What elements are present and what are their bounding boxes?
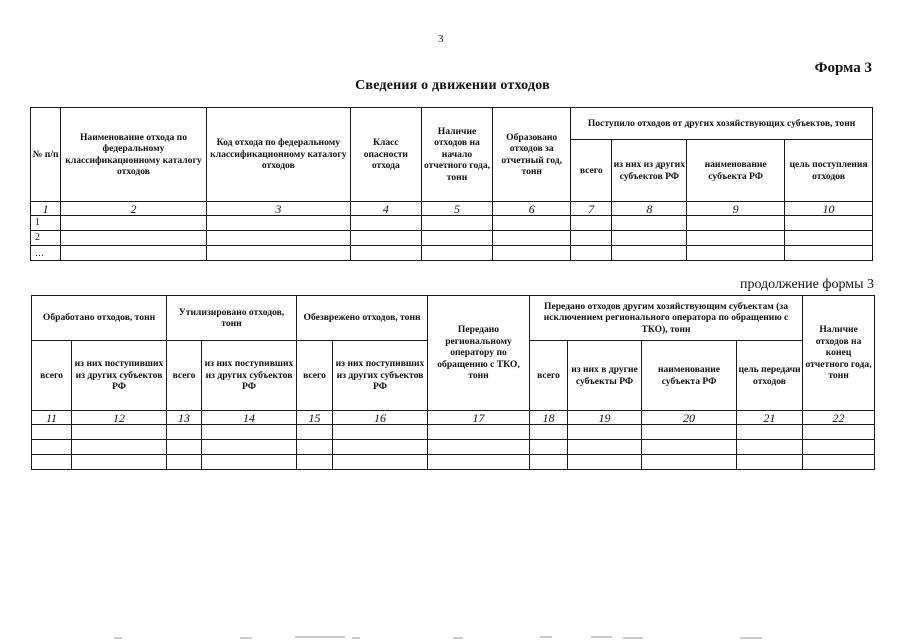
- header-hazard-class: Класс опасности отхода: [351, 108, 422, 202]
- column-number: 12: [72, 411, 167, 425]
- table-cell[interactable]: [737, 440, 803, 455]
- header-received-region-name: наименование субъекта РФ: [687, 140, 785, 202]
- table-cell[interactable]: [785, 216, 873, 231]
- table-row: [32, 440, 875, 455]
- header-utilized: Утилизировано отходов, тонн: [167, 296, 297, 341]
- table-cell[interactable]: [428, 455, 530, 470]
- header-waste-name: Наименование отхода по федеральному классификационному каталогу отходов: [61, 108, 206, 202]
- column-number: 19: [568, 411, 642, 425]
- table-cell[interactable]: [297, 425, 333, 440]
- table-cell[interactable]: [568, 455, 642, 470]
- header-received-from-other-regions: из них из других субъектов РФ: [612, 140, 687, 202]
- table-cell[interactable]: [72, 455, 167, 470]
- table-cell[interactable]: [530, 440, 568, 455]
- table-cell[interactable]: [167, 425, 202, 440]
- row-label: 1: [31, 216, 61, 231]
- header-neutralized-total: всего: [297, 341, 333, 411]
- table-row: [31, 216, 873, 231]
- column-number: 21: [737, 411, 803, 425]
- column-number: 5: [421, 202, 493, 216]
- table-cell[interactable]: [333, 455, 428, 470]
- header-transferred-total: всего: [530, 341, 568, 411]
- column-number: 6: [493, 202, 571, 216]
- table-cell[interactable]: [612, 216, 687, 231]
- header-row-number: № п/п: [31, 108, 61, 202]
- column-number: 8: [612, 202, 687, 216]
- header-received-purpose: цель поступления отходов: [785, 140, 873, 202]
- table-cell[interactable]: [202, 455, 297, 470]
- table-cell[interactable]: [493, 246, 571, 261]
- waste-movement-continuation-table: [31, 295, 875, 470]
- table-row: [32, 425, 875, 440]
- form-label: Форма 3: [814, 60, 872, 76]
- column-number: 7: [571, 202, 612, 216]
- table-cell[interactable]: [351, 231, 422, 246]
- table-cell[interactable]: [333, 425, 428, 440]
- table-cell[interactable]: [530, 425, 568, 440]
- table-cell[interactable]: [202, 440, 297, 455]
- table-cell[interactable]: [351, 216, 422, 231]
- table-cell[interactable]: [612, 246, 687, 261]
- column-number: 20: [642, 411, 737, 425]
- continuation-label: продолжение формы 3: [739, 277, 874, 292]
- table-row: [31, 246, 873, 261]
- table-cell[interactable]: [737, 455, 803, 470]
- column-number: 15: [297, 411, 333, 425]
- table-cell[interactable]: [642, 455, 737, 470]
- table-cell[interactable]: [493, 216, 571, 231]
- header-processed-total: всего: [32, 341, 72, 411]
- table-cell[interactable]: [206, 246, 350, 261]
- table-cell[interactable]: [72, 440, 167, 455]
- table-cell[interactable]: [167, 455, 202, 470]
- table-cell[interactable]: [421, 231, 493, 246]
- scan-artifact-marks: [0, 634, 905, 640]
- column-number: 10: [785, 202, 873, 216]
- table-cell[interactable]: [32, 455, 72, 470]
- header-transferred-purpose: цель передачи отходов: [737, 341, 803, 411]
- table-cell[interactable]: [785, 231, 873, 246]
- table-cell[interactable]: [687, 246, 785, 261]
- table-cell[interactable]: [642, 440, 737, 455]
- table-cell[interactable]: [803, 455, 875, 470]
- table-cell[interactable]: [351, 246, 422, 261]
- document-title: Сведения о движении отходов: [355, 78, 550, 93]
- table-cell[interactable]: [785, 246, 873, 261]
- header-neutralized-other-regions: из них поступивших из других субъектов РФ: [333, 341, 428, 411]
- table-cell[interactable]: [167, 440, 202, 455]
- table-cell[interactable]: [803, 440, 875, 455]
- column-number: 1: [31, 202, 61, 216]
- column-number: 17: [428, 411, 530, 425]
- header-neutralized: Обезврежено отходов, тонн: [297, 296, 428, 341]
- table-cell[interactable]: [61, 246, 206, 261]
- table-cell[interactable]: [333, 440, 428, 455]
- column-number: 3: [206, 202, 350, 216]
- table-cell[interactable]: [32, 440, 72, 455]
- table-cell[interactable]: [687, 231, 785, 246]
- table-cell[interactable]: [206, 216, 350, 231]
- header-start-balance: Наличие отходов на начало отчетного года, тонн: [421, 108, 493, 202]
- table-cell[interactable]: [568, 440, 642, 455]
- table-cell[interactable]: [428, 440, 530, 455]
- table-cell[interactable]: [568, 425, 642, 440]
- table-cell[interactable]: [737, 425, 803, 440]
- column-number: 13: [167, 411, 202, 425]
- column-number: 9: [687, 202, 785, 216]
- table-cell[interactable]: [571, 246, 612, 261]
- page-number: 3: [438, 33, 444, 45]
- header-waste-code: Код отхода по федеральному классификационному каталогу отходов: [206, 108, 350, 202]
- table-cell[interactable]: [206, 231, 350, 246]
- table-cell[interactable]: [61, 216, 206, 231]
- header-transferred-region-name: наименование субъекта РФ: [642, 341, 737, 411]
- table-cell[interactable]: [571, 216, 612, 231]
- column-number: 22: [803, 411, 875, 425]
- header-utilized-other-regions: из них поступивших из других субъектов РФ: [202, 341, 297, 411]
- column-number: 18: [530, 411, 568, 425]
- column-number: 16: [333, 411, 428, 425]
- table-cell[interactable]: [493, 231, 571, 246]
- header-end-balance: Наличие отходов на конец отчетного года, тонн: [803, 296, 875, 411]
- table-cell[interactable]: [61, 231, 206, 246]
- table-cell[interactable]: [687, 216, 785, 231]
- table-cell[interactable]: [612, 231, 687, 246]
- table-row: [31, 231, 873, 246]
- header-processed-other-regions: из них поступивших из других субъектов РФ: [72, 341, 167, 411]
- column-number: 4: [351, 202, 422, 216]
- header-transferred-group: Передано отходов другим хозяйствующим субъектам (за исключением регионального оператора по обращению с ТКО), тонн: [530, 296, 803, 341]
- table-cell[interactable]: [571, 231, 612, 246]
- header-transferred-to-other-regions: из них в другие субъекты РФ: [568, 341, 642, 411]
- table-cell[interactable]: [642, 425, 737, 440]
- table-cell[interactable]: [530, 455, 568, 470]
- column-number: 11: [32, 411, 72, 425]
- header-processed: Обработано отходов, тонн: [32, 296, 167, 341]
- table-cell[interactable]: [297, 440, 333, 455]
- table-cell[interactable]: [72, 425, 167, 440]
- header-received-total: всего: [571, 140, 612, 202]
- header-to-regional-operator: Передано региональному оператору по обращению с ТКО, тонн: [428, 296, 530, 411]
- table-cell[interactable]: [803, 425, 875, 440]
- row-label: …: [31, 246, 61, 261]
- waste-movement-table: [30, 107, 873, 261]
- header-utilized-total: всего: [167, 341, 202, 411]
- table-cell[interactable]: [32, 425, 72, 440]
- header-generated: Образовано отходов за отчетный год, тонн: [493, 108, 571, 202]
- table-cell[interactable]: [421, 216, 493, 231]
- header-received-group: Поступило отходов от других хозяйствующих субъектов, тонн: [571, 108, 873, 140]
- table-cell[interactable]: [202, 425, 297, 440]
- table-cell[interactable]: [297, 455, 333, 470]
- column-number: 14: [202, 411, 297, 425]
- row-label: 2: [31, 231, 61, 246]
- table-cell[interactable]: [428, 425, 530, 440]
- table-cell[interactable]: [421, 246, 493, 261]
- table-row: [32, 455, 875, 470]
- column-number: 2: [61, 202, 206, 216]
